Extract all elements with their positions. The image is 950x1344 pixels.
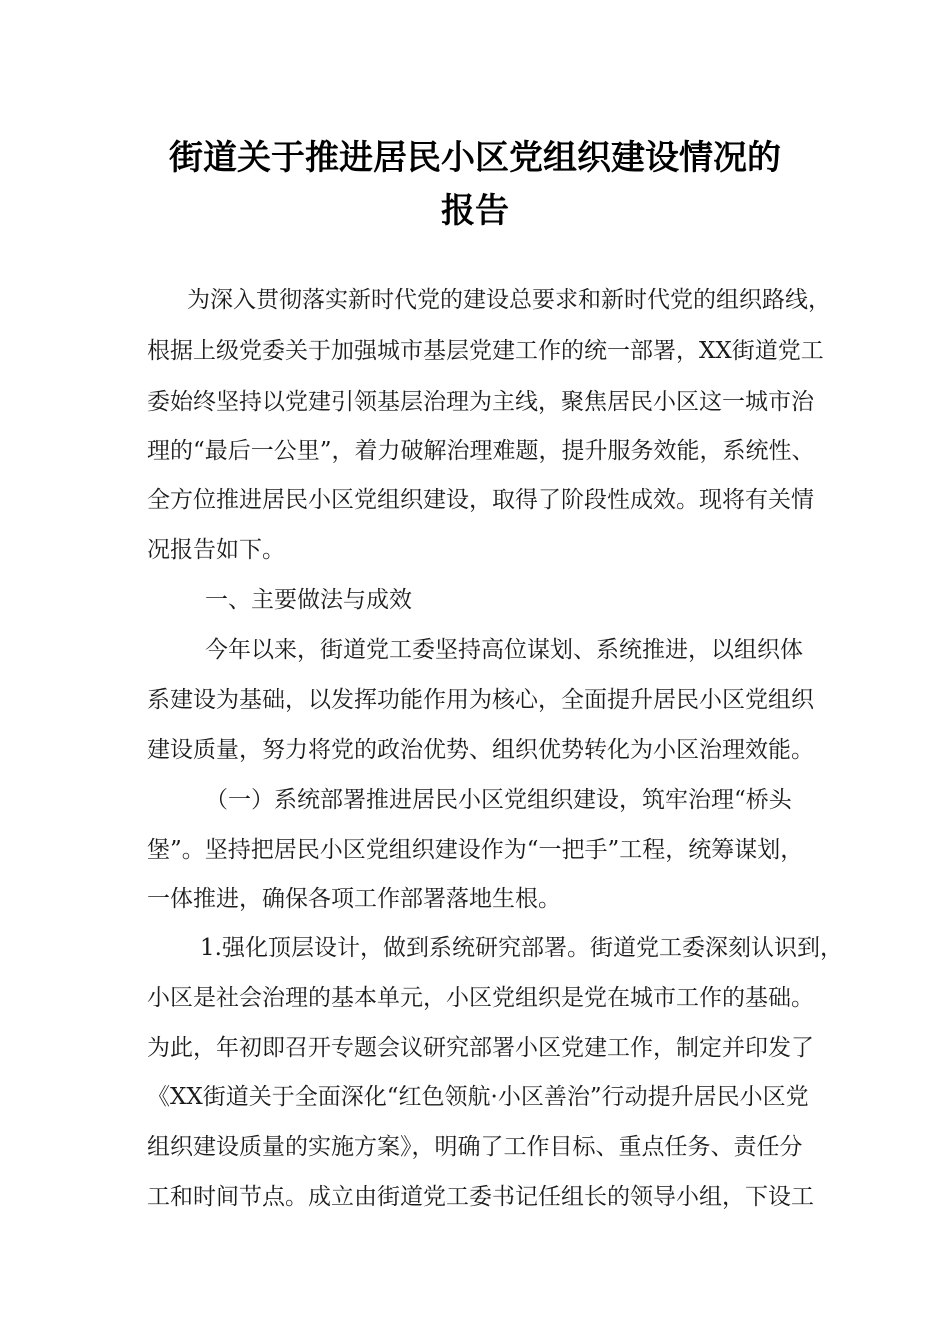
paragraph-3-line-3: 为此，年初即召开专题会议研究部署小区党建工作，制定并印发了: [147, 1035, 814, 1061]
subsection-1-line-3: 一体推进，确保各项工作部署落地生根。: [147, 886, 561, 912]
paragraph-1-line-1: 为深入贯彻落实新时代党的建设总要求和新时代党的组织路线，: [187, 287, 831, 313]
paragraph-1-line-4: 理的“最后一公里”，着力破解治理难题，提升服务效能，系统性、: [147, 438, 815, 464]
subsection-1-line-1: （一）系统部署推进居民小区党组织建设，筑牢治理“桥头: [205, 787, 792, 813]
paragraph-3-line-1: 1.强化顶层设计，做到系统研究部署。街道党工委深刻认识到，: [200, 935, 843, 961]
document-title-line-1: 街道关于推进居民小区党组织建设情况的: [169, 138, 781, 178]
paragraph-1-line-5: 全方位推进居民小区党组织建设，取得了阶段性成效。现将有关情: [147, 487, 814, 513]
paragraph-1-line-2: 根据上级党委关于加强城市基层党建工作的统一部署，XX街道党工: [147, 338, 824, 364]
paragraph-2-line-2: 系建设为基础，以发挥功能作用为核心，全面提升居民小区党组织: [147, 687, 814, 713]
paragraph-3-line-4: 《XX街道关于全面深化“红色领航·小区善治”行动提升居民小区党: [147, 1084, 809, 1110]
paragraph-3-line-6: 工和时间节点。成立由街道党工委书记任组长的领导小组，下设工: [147, 1184, 814, 1210]
paragraph-1-line-6: 况报告如下。: [147, 537, 285, 563]
document-title-line-2: 报告: [441, 191, 509, 231]
section-heading-1: 一、主要做法与成效: [205, 587, 412, 613]
paragraph-3-line-5: 组织建设质量的实施方案》，明确了工作目标、重点任务、责任分: [147, 1134, 803, 1160]
paragraph-2-line-1: 今年以来，街道党工委坚持高位谋划、系统推进，以组织体: [205, 637, 803, 663]
subsection-1-line-2: 堡”。坚持把居民小区党组织建设作为“一把手”工程，统筹谋划，: [147, 837, 804, 863]
paragraph-2-line-3: 建设质量，努力将党的政治优势、组织优势转化为小区治理效能。: [147, 737, 814, 763]
paragraph-3-line-2: 小区是社会治理的基本单元，小区党组织是党在城市工作的基础。: [147, 985, 814, 1011]
paragraph-1-line-3: 委始终坚持以党建引领基层治理为主线，聚焦居民小区这一城市治: [147, 389, 814, 415]
